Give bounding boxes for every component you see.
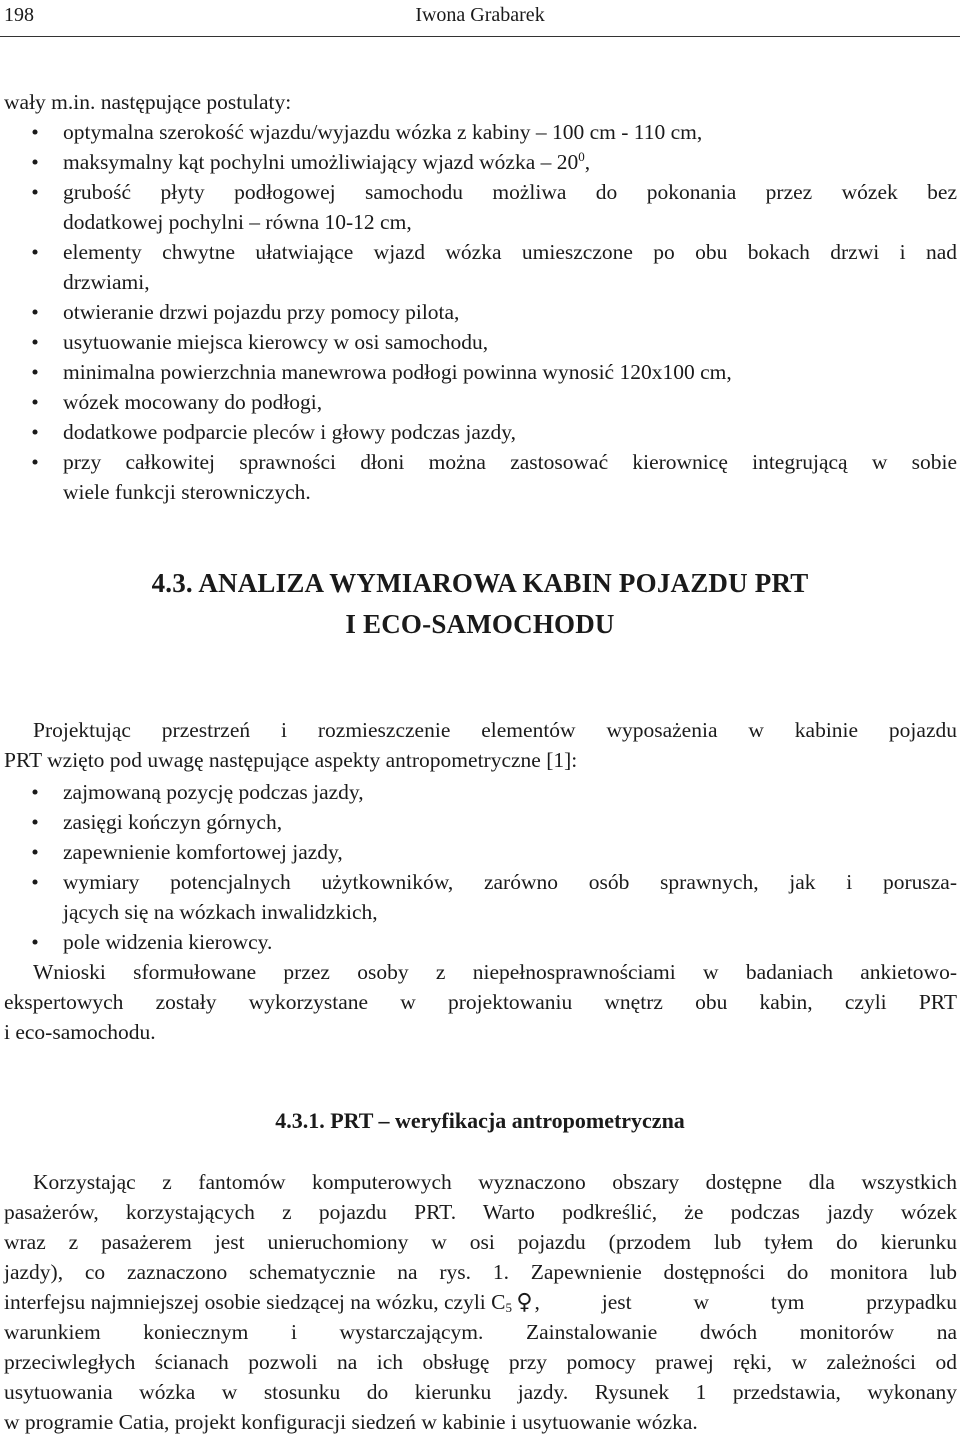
bullet-glyph: •: [31, 870, 39, 894]
list-item: zajmowaną pozycję podczas jazdy,: [63, 780, 364, 804]
bullet-glyph: •: [31, 150, 39, 174]
paragraph-line: ekspertowych zostały wykorzystane w projektowaniu wnętrz obu kabin, czyli PRT: [4, 990, 957, 1014]
c5-subscript: 5: [505, 1300, 512, 1315]
paragraph-line: Wnioski sformułowane przez osoby z niepełnosprawnościami w badaniach ankietowo-: [33, 960, 957, 984]
degree-superscript: 0: [578, 149, 585, 164]
bullet-glyph: •: [31, 180, 39, 204]
list-item: grubość płyty podłogowej samochodu możliwa do pokonania przez wózek bez: [63, 180, 957, 204]
list-item: optymalna szerokość wjazdu/wyjazdu wózka z kabiny – 100 cm - 110 cm,: [63, 120, 703, 144]
running-author: Iwona Grabarek: [415, 4, 545, 26]
bullet-glyph: •: [31, 420, 39, 444]
list-item-continuation: jących się na wózkach inwalidzkich,: [63, 900, 378, 924]
paragraph-line: wraz z pasażerem jest unieruchomiony w osi pojazdu (przodem lub tyłem do kierunku: [4, 1230, 957, 1254]
list-item: wymiary potencjalnych użytkowników, zarówno osób sprawnych, jak i porusza-: [63, 870, 957, 894]
list-item: minimalna powierzchnia manewrowa podłogi powinna wynosić 120x100 cm,: [63, 360, 732, 384]
bullet-glyph: •: [31, 330, 39, 354]
page-number: 198: [4, 4, 34, 26]
paragraph-line: jazdy), co zaznaczono schematycznie na rys. 1. Zapewnienie dostępności do monitora lub: [4, 1260, 957, 1284]
paragraph-line: usytuowania wózka w stosunku do kierunku jazdy. Rysunek 1 przedstawia, wykonany: [4, 1380, 957, 1404]
bullet-glyph: •: [31, 780, 39, 804]
paragraph-line: i eco-samochodu.: [4, 1020, 156, 1044]
list-lead: wały m.in. następujące postulaty:: [4, 90, 292, 114]
paragraph-line: w programie Catia, projekt konfiguracji siedzeń w kabinie i usytuowanie wózka.: [4, 1410, 698, 1434]
female-symbol: ♀: [516, 1290, 533, 1315]
list-item: zapewnienie komfortowej jazdy,: [63, 840, 343, 864]
section-heading: 4.3. ANALIZA WYMIAROWA KABIN POJAZDU PRT: [151, 568, 809, 598]
bullet-glyph: •: [31, 360, 39, 384]
list-item-suffix: ,: [584, 150, 591, 174]
list-item: pole widzenia kierowcy.: [63, 930, 273, 954]
bullet-glyph: •: [31, 240, 39, 264]
paragraph-line: przeciwległych ścianach pozwoli na ich obsługę przy pomocy prawej ręki, w zależności od: [4, 1350, 957, 1374]
bullet-glyph: •: [31, 450, 39, 474]
list-item-text: maksymalny kąt pochylni umożliwiający wjazd wózka – 20: [63, 150, 579, 174]
subsection-heading: 4.3.1. PRT – weryfikacja antropometryczna: [275, 1108, 685, 1133]
paragraph-line: warunkiem koniecznym i wystarczającym. Zainstalowanie dwóch monitorów na: [4, 1320, 957, 1344]
list-item: zasięgi kończyn górnych,: [63, 810, 283, 834]
list-item: elementy chwytne ułatwiające wjazd wózka umieszczone po obu bokach drzwi i nad: [63, 240, 957, 264]
list-item-continuation: dodatkowej pochylni – równa 10-12 cm,: [63, 210, 412, 234]
list-item: usytuowanie miejsca kierowcy w osi samochodu,: [63, 330, 489, 354]
paragraph-line-c5: [4, 1287, 957, 1318]
list-item: [63, 147, 590, 177]
bullet-glyph: •: [31, 390, 39, 414]
list-item: otwieranie drzwi pojazdu przy pomocy pilota,: [63, 300, 460, 324]
list-item-continuation: wiele funkcji sterowniczych.: [63, 480, 311, 504]
c5-line-start: [4, 1287, 532, 1318]
bullet-glyph: •: [31, 840, 39, 864]
bullet-glyph: •: [31, 810, 39, 834]
bullet-glyph: •: [31, 300, 39, 324]
bullet-glyph: •: [31, 930, 39, 954]
paragraph-line: PRT wzięto pod uwagę następujące aspekty antropometryczne [1]:: [4, 748, 578, 772]
c5-text-before: interfejsu najmniejszej osobie siedzącej na wózku, czyli C: [4, 1290, 506, 1314]
paragraph-line: Korzystając z fantomów komputerowych wyznaczono obszary dostępne dla wszystkich: [33, 1170, 957, 1194]
c5-text-after: , jest w tym przypadku: [534, 1290, 957, 1314]
list-item: przy całkowitej sprawności dłoni można zastosować kierownicę integrującą w sobie: [63, 450, 957, 474]
bullet-glyph: •: [31, 120, 39, 144]
list-item-continuation: drzwiami,: [63, 270, 150, 294]
running-header: [0, 0, 960, 37]
list-item: dodatkowe podparcie pleców i głowy podczas jazdy,: [63, 420, 516, 444]
section-heading-line2: I ECO-SAMOCHODU: [345, 609, 615, 639]
paragraph-line: pasażerów, korzystających z pojazdu PRT. Warto podkreślić, że podczas jazdy wózek: [4, 1200, 957, 1224]
list-item: wózek mocowany do podłogi,: [63, 390, 323, 414]
paragraph-line: Projektując przestrzeń i rozmieszczenie elementów wyposażenia w kabinie pojazdu: [33, 718, 957, 742]
